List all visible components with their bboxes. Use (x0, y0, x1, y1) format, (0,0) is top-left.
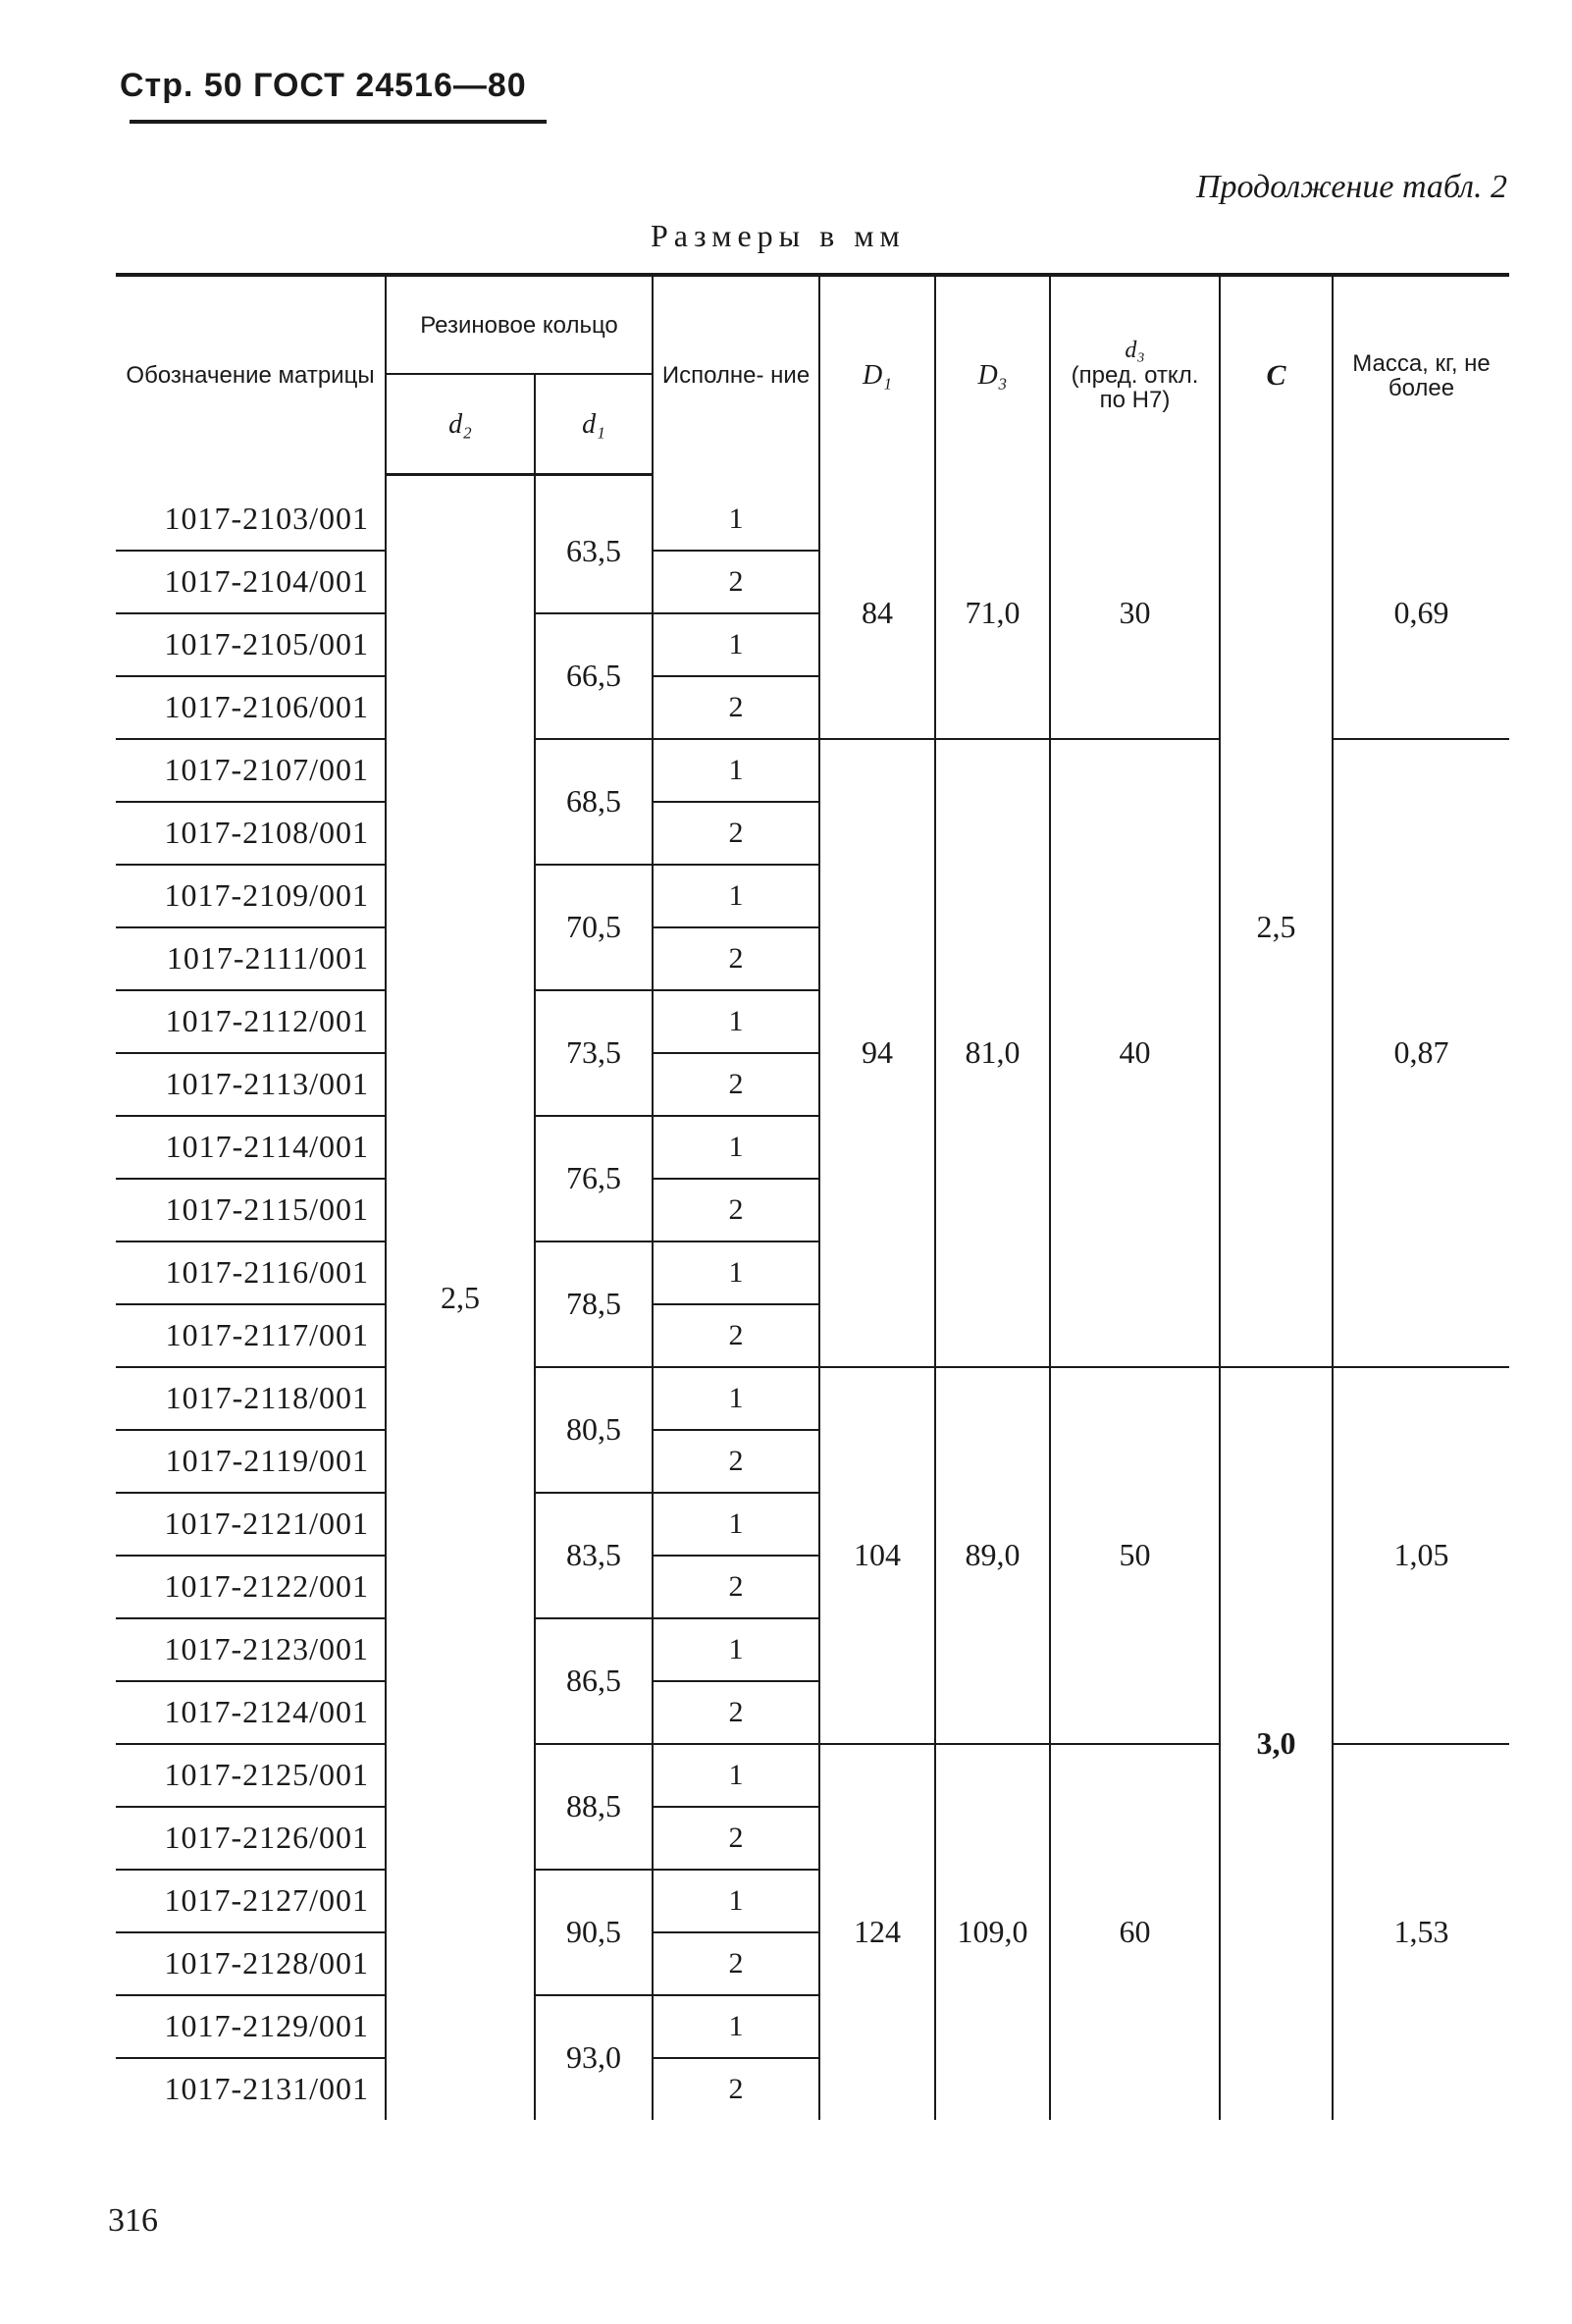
version-value: 1 (653, 865, 819, 927)
version-value: 1 (653, 1618, 819, 1681)
table-row-designation: 1017-2131/001 (164, 2071, 369, 2106)
mass-value: 0,87 (1333, 739, 1509, 1367)
table-row-designation: 1017-2112/001 (116, 990, 386, 1053)
table-row-designation: 1017-2111/001 (116, 927, 386, 990)
D1-value: 84 (819, 475, 935, 739)
page-number: 316 (108, 2202, 158, 2239)
table-row-designation: 1017-2118/001 (116, 1367, 386, 1430)
table-row-designation: 1017-2108/001 (116, 802, 386, 865)
table-row-designation: 1017-2113/001 (116, 1053, 386, 1116)
table-row-designation: 1017-2103/001 (116, 475, 386, 551)
col-header-version: Исполне- ние (653, 275, 819, 475)
col-header-designation: Обозначение матрицы (116, 275, 386, 475)
version-value: 2 (653, 1556, 819, 1618)
d1-value: 68,5 (535, 739, 653, 865)
d1-value: 90,5 (535, 1870, 653, 1995)
version-value: 2 (653, 1430, 819, 1493)
table-row-designation: 1017-2114/001 (116, 1116, 386, 1179)
d1-value: 66,5 (535, 613, 653, 739)
version-value: 2 (653, 551, 819, 613)
version-value: 1 (653, 475, 819, 551)
d1-value: 86,5 (535, 1618, 653, 1744)
table-row-designation: 1017-2109/001 (116, 865, 386, 927)
header-rule (130, 120, 547, 124)
col-header-d3-symbol: d₃ (1125, 338, 1145, 364)
version-value: 2 (653, 1053, 819, 1116)
version-value: 2 (653, 1179, 819, 1241)
col-header-mass: Масса, кг, не более (1333, 275, 1509, 475)
units-label: Размеры в мм (651, 218, 906, 253)
col-header-d1: d₁ (535, 374, 653, 475)
d3-value: 50 (1050, 1367, 1220, 1744)
version-value: 2 (653, 1681, 819, 1744)
d1-value: 83,5 (535, 1493, 653, 1618)
col-header-rubber-ring: Резиновое кольцо (386, 275, 653, 374)
version-value: 2 (653, 1304, 819, 1367)
table-row-designation: 1017-2106/001 (116, 676, 386, 739)
col-header-C: C (1220, 275, 1333, 475)
d1-value: 63,5 (535, 475, 653, 613)
version-value: 2 (653, 676, 819, 739)
version-value: 1 (653, 1493, 819, 1556)
version-value: 2 (653, 802, 819, 865)
d1-value: 76,5 (535, 1116, 653, 1241)
D3-value: 89,0 (935, 1367, 1050, 1744)
d3-value: 60 (1050, 1744, 1220, 2120)
d1-value: 80,5 (535, 1367, 653, 1493)
version-value: 2 (653, 2058, 819, 2120)
d2-value: 2,5 (386, 475, 535, 2120)
table-row-designation: 1017-2129/001 (116, 1995, 386, 2058)
d1-value: 70,5 (535, 865, 653, 990)
d1-value: 73,5 (535, 990, 653, 1116)
d1-value: 93,0 (535, 1995, 653, 2120)
table-row-designation: 1017-2104/001 (116, 551, 386, 613)
version-value: 1 (653, 1870, 819, 1932)
C-value: 2,5 (1220, 475, 1333, 1367)
table-row-designation: 1017-2116/001 (116, 1241, 386, 1304)
version-value: 2 (653, 1807, 819, 1870)
table-row-designation: 1017-2125/001 (116, 1744, 386, 1807)
version-value: 1 (653, 739, 819, 802)
D1-value: 94 (819, 739, 935, 1367)
col-header-D3: D₃ (935, 275, 1050, 475)
table-row-designation: 1017-2121/001 (116, 1493, 386, 1556)
table-row-designation: 1017-2126/001 (116, 1807, 386, 1870)
table-row-designation: 1017-2123/001 (116, 1618, 386, 1681)
version-value: 2 (653, 1932, 819, 1995)
dimensions-table (116, 273, 1509, 2120)
version-value: 1 (653, 1995, 819, 2058)
col-header-D1: D₁ (819, 275, 935, 475)
D1-value: 124 (819, 1744, 935, 2120)
col-header-d2: d₂ (386, 374, 535, 475)
d3-value: 30 (1050, 475, 1220, 739)
D3-value: 81,0 (935, 739, 1050, 1367)
col-header-d3-tolerance: (пред. откл. по H7) (1071, 362, 1199, 414)
table-row-designation: 1017-2119/001 (116, 1430, 386, 1493)
table-row-designation: 1017-2107/001 (116, 739, 386, 802)
mass-value: 1,53 (1333, 1744, 1509, 2120)
table-row-designation: 1017-2122/001 (116, 1556, 386, 1618)
mass-value: 0,69 (1333, 475, 1509, 739)
version-value: 1 (653, 1367, 819, 1430)
mass-value: 1,05 (1333, 1367, 1509, 1744)
C-value: 3,0 (1220, 1367, 1333, 2120)
version-value: 1 (653, 1744, 819, 1807)
d1-value: 88,5 (535, 1744, 653, 1870)
version-value: 1 (653, 1116, 819, 1179)
d3-value: 40 (1050, 739, 1220, 1367)
table-row-designation: 1017-2115/001 (116, 1179, 386, 1241)
table-row-designation: 1017-2124/001 (116, 1681, 386, 1744)
version-value: 1 (653, 613, 819, 676)
table-row-designation: 1017-2128/001 (116, 1932, 386, 1995)
D3-value: 71,0 (935, 475, 1050, 739)
table-row-designation: 1017-2127/001 (116, 1870, 386, 1932)
table-row-designation: 1017-2117/001 (116, 1304, 386, 1367)
page-header: Стр. 50 ГОСТ 24516—80 (120, 67, 527, 104)
D1-value: 104 (819, 1367, 935, 1744)
version-value: 2 (653, 927, 819, 990)
col-header-d3 (1050, 275, 1220, 475)
version-value: 1 (653, 990, 819, 1053)
D3-value: 109,0 (935, 1744, 1050, 2120)
table-row-designation: 1017-2105/001 (116, 613, 386, 676)
version-value: 1 (653, 1241, 819, 1304)
table-continuation-label: Продолжение табл. 2 (1195, 169, 1507, 205)
d1-value: 78,5 (535, 1241, 653, 1367)
